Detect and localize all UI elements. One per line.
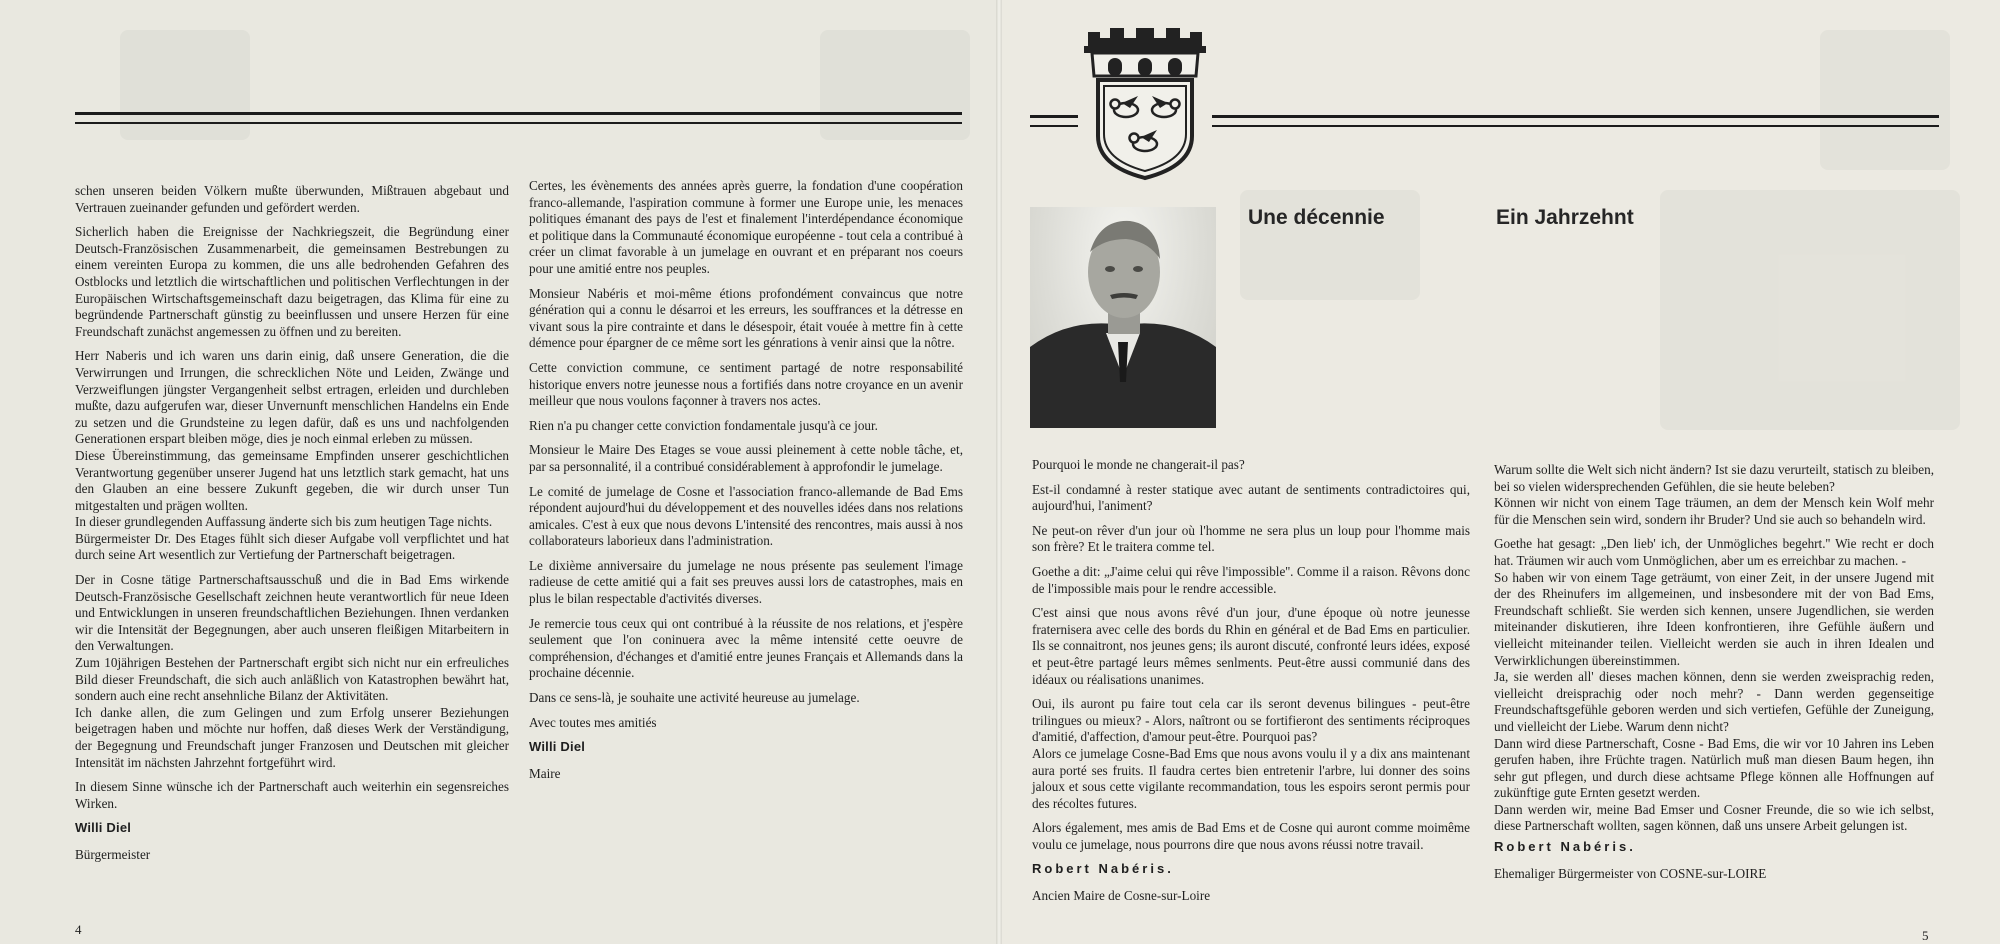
- paragraph: Ne peut-on rêver d'un jour où l'homme ne sera plus un loup pour l'homme mais son frère? Et le traitera comme tel.: [1032, 522, 1470, 555]
- paragraph: Ich danke allen, die zum Gelingen und zum Erfolg unserer Beziehungen beigetragen haben und möchte nur hoffen, daß dieses Werk der Verständigung, der Begegnung und Freundschaft junger Franzosen und Deutschen mit gleicher Intensität im nächsten Jahrzehnt fortgeführt wird.: [75, 704, 509, 770]
- page-number-right: 5: [1922, 928, 1929, 943]
- paragraph: Cette conviction commune, ce sentiment partagé de notre responsabilité historique envers notre jeunesse nous a fortifiés dans notre croyance en un avenir meilleur que nous voulons façonner à travers nos actes.: [529, 359, 963, 409]
- paragraph: Ja, sie werden all' dieses machen können, denn sie werden zweisprachig reden, vielleicht dreisprachig oder noch mehr? - Dann werden gegenseitige Freundschaftsgefühle geboren werden und sich vertiefen, Gefühle der Zuneigung, und vielleicht der Liebe. Warum denn nicht?: [1494, 669, 1934, 734]
- show-through-mark: [1660, 190, 1960, 430]
- paragraph: Zum 10jährigen Bestehen der Partnerschaft ergibt sich nicht nur ein erfreuliches Bild dieser Freundschaft, die sich auch anläßlich von Katastrophen bewährt hat, sondern auch eine recht ansehnliche Bilanz der Aktivitäten.: [75, 655, 509, 704]
- paragraph: Monsieur Nabéris et moi-même étions profondément convaincus que notre génération qui a connu le désarroi et les erreurs, les souffrances et la détresse en vivant sous la pire contrainte et dans le désespoir, était vouée à mettre fin à cette démence pour épargner de ce même sort les génrations à venir ainsi que la nôtre.: [529, 285, 963, 351]
- paragraph: Avec toutes mes amitiés: [529, 714, 657, 730]
- heading-french: Une décennie: [1248, 206, 1385, 229]
- paragraph: Oui, ils auront pu faire tout cela car ils seront devenus bilingues - peut-être trilingues ou mieux? - Alors, naîtront ou se fortifieront des sentiments réciproques d'amitié, d'affection, d'amour peut-être. Pourquoi pas?: [1032, 696, 1470, 745]
- paragraph: Est-il condamné à rester statique avec autant de sentiments contradictoires qui, aujourd'hui, l'animent?: [1032, 481, 1470, 514]
- signature-name: Willi Diel: [529, 739, 586, 755]
- paragraph: Warum sollte die Welt sich nicht ändern? Ist sie dazu verurteilt, statisch zu bleiben, bei so vielen widersprechenden Gefühlen, die sie heute beleben?: [1494, 462, 1934, 494]
- paragraph: Goethe hat gesagt: „Den lieb' ich, der Unmögliches begehrt.'' Wie recht er doch hat. Träumen wir auch vom Unmöglichen, aber um es erreichbar zu machen. -: [1494, 536, 1934, 568]
- signature-name: Robert Nabéris.: [1032, 861, 1174, 877]
- paragraph: Dann werden wir, meine Bad Emser und Cosner Freunde, die so wie ich selbst, diese Partnerschaft wollten, sagen können, daß uns unsere Arbeit gelungen ist.: [1494, 801, 1934, 834]
- signature-name: Robert Nabéris.: [1494, 839, 1636, 855]
- paragraph: Goethe a dit: „J'aime celui qui rêve l'impossible''. Comme il a raison. Rêvons donc de l'impossible mais pour le rendre accessible.: [1032, 563, 1470, 596]
- paragraph: Dann wird diese Partnerschaft, Cosne - Bad Ems, die wir vor 10 Jahren ins Leben gerufen haben, ihre Früchte tragen. Natürlich muß man diesen Baum hegen, ihn sehr gut pflegen, und durch diese achtsame Pflege können alle Hoffnungen auf zukünftige gute Ernten gesetzt werden.: [1494, 735, 1934, 801]
- right-french-column: [1032, 457, 1470, 905]
- paragraph: In diesem Sinne wünsche ich der Partnerschaft auch weiterhin ein segensreiches Wirken.: [75, 779, 509, 811]
- paragraph: Können wir nicht von einem Tage träumen, an dem der Mensch kein Wolf mehr für die Menschen sein wird, sondern ihr Bruder? Und sie auch so behandeln wird.: [1494, 495, 1934, 527]
- paragraph: Alors également, mes amis de Bad Ems et de Cosne qui auront comme moimême voulu ce jumelage, nous pourrons dire que nous avons réussi notre travail.: [1032, 820, 1470, 852]
- paragraph: C'est ainsi que nous avons rêvé d'un jour, d'une époque où notre jeunesse fraternisera avec celle des bords du Rhin en général et de Bad Ems en particulier. Ils se connaitront, nos jeunes gens; ils auront discuté, confronté leurs idées, exposé et peut-être partagé leurs mêmes senlments. Peut-être aussi communié dans des idéaux ou réalisations unanimes.: [1032, 605, 1470, 687]
- paragraph: Monsieur le Maire Des Etages se voue aussi pleinement à cette noble tâche, et, par sa personnalité, il a contribué considérablement à approfondir le jumelage.: [529, 442, 963, 474]
- paragraph: Alors ce jumelage Cosne-Bad Ems que nous avons voulu il y a dix ans maintenant aura porté ses fruits. Il faudra certes bien entretenir l'arbre, lui donner des soins jaloux et sous cette vigilante recommandation, tous les espoirs seront permis pour des récoltes futures.: [1032, 745, 1470, 811]
- signature-title: Ancien Maire de Cosne-sur-Loire: [1032, 888, 1211, 904]
- coat-of-arms-emblem: [1078, 26, 1212, 181]
- left-german-column: [75, 183, 509, 864]
- paragraph: Sicherlich haben die Ereignisse der Nachkriegszeit, die Begründung einer Deutsch-Französischen Zusammenarbeit, die gemeinsamen Bestrebungen zu einem vereinten Europa zu kommen, die uns alle bedrohenden Gefahren des Ostblocks und letztlich die wirtschaftlichen und politischen Verflechtungen in der Europäischen Wirtschaftsgemeinschaft dazu beigetragen, das Klima für eine zu begründende Partnerschaft günstig zu beeinflussen und unsere Herzen für eine Freundschaft zunächst angemessen zu öffnen und zu bereiten.: [75, 224, 509, 339]
- heading-german: Ein Jahrzehnt: [1496, 206, 1634, 229]
- paragraph: Der in Cosne tätige Partnerschaftsausschuß und die in Bad Ems wirkende Deutsch-Französische Gesellschaft zeichnen heute verantwortlich für neue Ideen und Entwicklungen in unseren freundschaftlichen Beziehungen. Ihnen verdanken wir die Intensität der Begegnungen, aber auch unseren fleißigen Mitarbeitern in den Verwaltungen.: [75, 572, 509, 654]
- paragraph: Rien n'a pu changer cette conviction fondamentale jusqu'à ce jour.: [529, 417, 878, 433]
- signature-title: Maire: [529, 765, 561, 781]
- header-rule-left: [75, 112, 962, 124]
- paragraph: Herr Naberis und ich waren uns darin einig, daß unsere Generation, die die Verwirrungen und Irrungen, die schrecklichen Nöte und Leiden, Zwänge und Verzweiflungen jüngster Vergangenheit selbst ertragen, erleiden und durchleben mußte, dazu aufgerufen war, dieser Unvernunft menschlichen Handelns ein Ende zu setzen und die Grundsteine zu legen dafür, daß es uns und nachfolgenden Generationen erspart bleiben möge, dies je noch einmal erleben zu müssen.: [75, 348, 509, 447]
- paragraph: So haben wir von einem Tage geträumt, von einer Zeit, in der unsere Jugend mit der des Rheinufers im allgemeinen, und insbesondere mit der von Bad Ems, Freundschaft schließt. Sie werden sich kennen, unsere Jugendlichen, sie werden miteinander diskutieren, ihre Ideen konfrontieren, ihre Gefühle äußern und vielleicht miteinander teilen. Vielleicht werden sie auch in ihren Idealen und Verwirklichungen übereinstimmen.: [1494, 569, 1934, 668]
- signature-name: Willi Diel: [75, 820, 132, 836]
- header-rule-right-b: [1212, 115, 1939, 127]
- header-rule-right-a: [1030, 115, 1078, 127]
- portrait-illustration: [1030, 207, 1216, 428]
- paragraph: In dieser grundlegenden Auffassung änderte sich bis zum heutigen Tage nichts.: [75, 514, 493, 530]
- paragraph: Pourquoi le monde ne changerait-il pas?: [1032, 457, 1245, 472]
- signature-title: Ehemaliger Bürgermeister von COSNE-sur-LOIRE: [1494, 865, 1767, 881]
- paragraph: Bürgermeister Dr. Des Etages fühlt sich dieser Aufgabe voll verpflichtet und hat durch seine Art wesentlich zur Vertiefung der Partnerschaft beigetragen.: [75, 530, 509, 563]
- book-gutter: [996, 0, 1002, 944]
- portrait-photo: [1030, 207, 1216, 428]
- paragraph: Certes, les évènements des années après guerre, la fondation d'une coopération franco-allemande, l'aspiration commune à former une Europe unie, les menaces politiques émanant des pays de l'est et finalement l'interdépendance économique et politique dans la Communauté économique européenne - tout cela a contribué à créer un climat favorable à un jumelage en ouvrant et en préparant nos coeurs pour une amitié entre nos peuples.: [529, 178, 963, 276]
- signature-title: Bürgermeister: [75, 846, 151, 862]
- paragraph: Diese Übereinstimmung, das gemeinsame Empfinden unserer geschichtlichen Verantwortung gegenüber unserer Jugend hat uns letztlich stark gemacht, hat uns den Glauben an eine bessere Zukunft gegeben, die wir durch unser Tun mitgestalten und prägen wollten.: [75, 447, 509, 513]
- right-german-column: [1494, 462, 1934, 882]
- paragraph: Le dixième anniversaire du jumelage ne nous présente pas seulement l'image radieuse de cette amitié qui a fait ses preuves aussi lors de catastrophes, mais en plus le bilan respectable d'activités diverses.: [529, 557, 963, 607]
- paragraph: Je remercie tous ceux qui ont contribué à la réussite de nos relations, et j'espère seulement que l'on coninuera avec la même intensité cette oeuvre de compréhension, d'échanges et d'amitié entre jeunes Français et Allemands dans la prochaine décennie.: [529, 615, 963, 681]
- paragraph: schen unseren beiden Völkern mußte überwunden, Mißtrauen abgebaut und Vertrauen zueinander gefunden und gefördert werden.: [75, 183, 509, 215]
- paragraph: Dans ce sens-là, je souhaite une activité heureuse au jumelage.: [529, 690, 860, 706]
- show-through-mark: [1820, 30, 1950, 170]
- paragraph: Le comité de jumelage de Cosne et l'association franco-allemande de Bad Ems répondent aujourd'hui du développement et des nouvelles idées dans nos relations amicales. C'est à eux que nous devons L'intensité des rencontres, mais aussi à nos collaborateurs laborieux dans l'administration.: [529, 483, 963, 549]
- left-french-column: [529, 178, 963, 782]
- page-number-left: 4: [75, 922, 82, 937]
